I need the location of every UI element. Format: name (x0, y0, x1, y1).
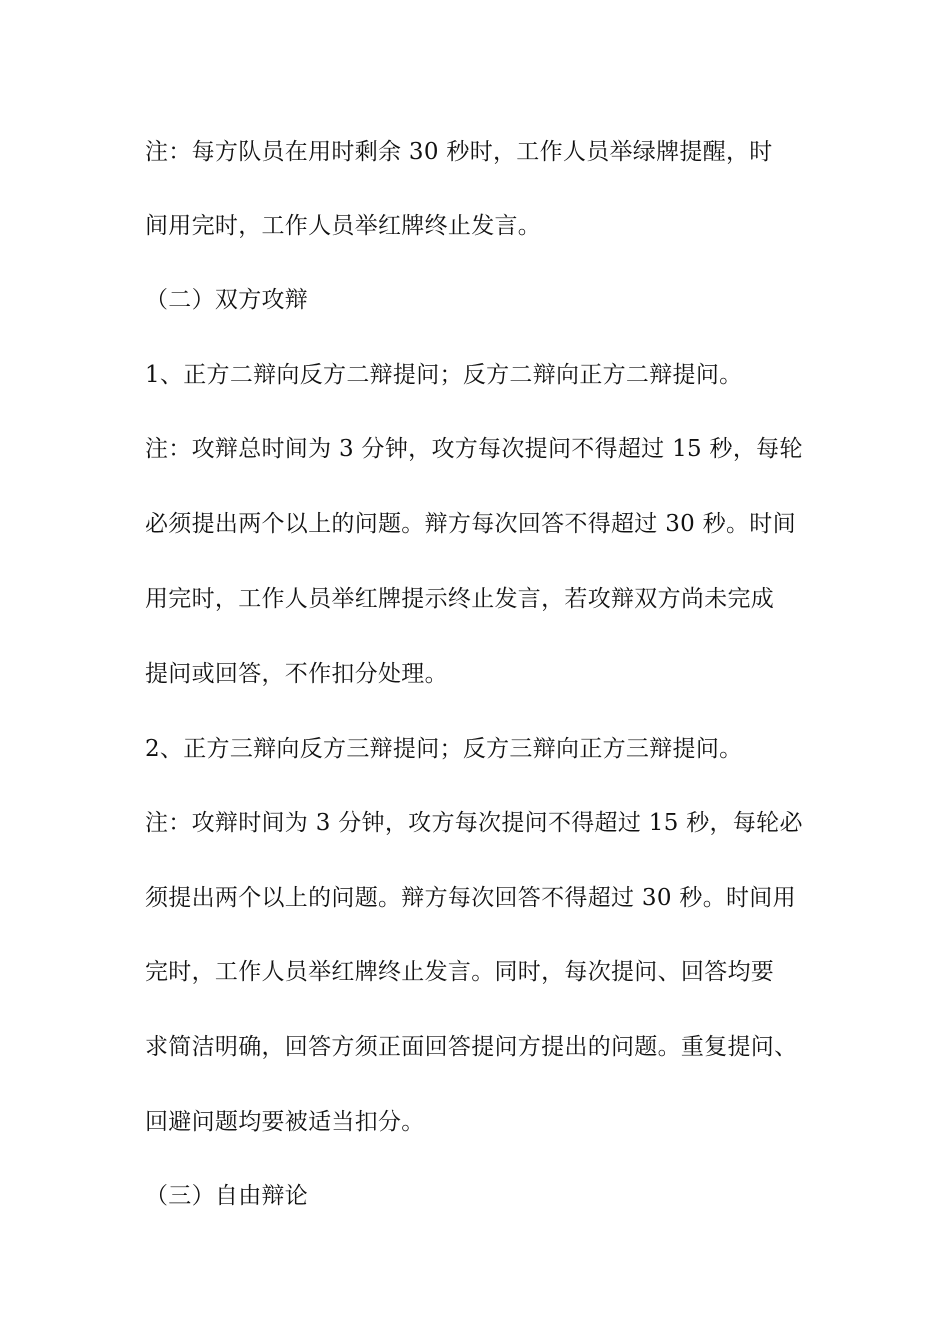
paragraph-line: 注：每方队员在用时剩余 30 秒时，工作人员举绿牌提醒，时 (145, 139, 773, 165)
paragraph-line: 提问或回答，不作扣分处理。 (145, 661, 448, 687)
paragraph-line: 必须提出两个以上的问题。辩方每次回答不得超过 30 秒。时间 (145, 511, 796, 537)
paragraph-line: 用完时，工作人员举红牌提示终止发言，若攻辩双方尚未完成 (145, 586, 775, 612)
paragraph-line: 须提出两个以上的问题。辩方每次回答不得超过 30 秒。时间用 (145, 885, 796, 911)
paragraph-line: 间用完时，工作人员举红牌终止发言。 (145, 213, 542, 239)
paragraph-line: 2、正方三辩向反方三辩提问；反方三辩向正方三辩提问。 (145, 736, 743, 762)
paragraph-line: 1、正方二辩向反方二辩提问；反方二辩向正方二辩提问。 (145, 362, 743, 388)
paragraph-line: 注：攻辩总时间为 3 分钟，攻方每次提问不得超过 15 秒，每轮 (145, 436, 803, 462)
paragraph-line: 注：攻辩时间为 3 分钟，攻方每次提问不得超过 15 秒，每轮必 (145, 810, 803, 836)
paragraph-line: 回避问题均要被适当扣分。 (145, 1109, 425, 1135)
section-heading: （二）双方攻辩 (145, 287, 309, 313)
section-heading: （三）自由辩论 (145, 1183, 309, 1209)
paragraph-line: 完时，工作人员举红牌终止发言。同时，每次提问、回答均要 (145, 959, 775, 985)
paragraph-line: 求简洁明确，回答方须正面回答提问方提出的问题。重复提问、 (145, 1034, 798, 1060)
